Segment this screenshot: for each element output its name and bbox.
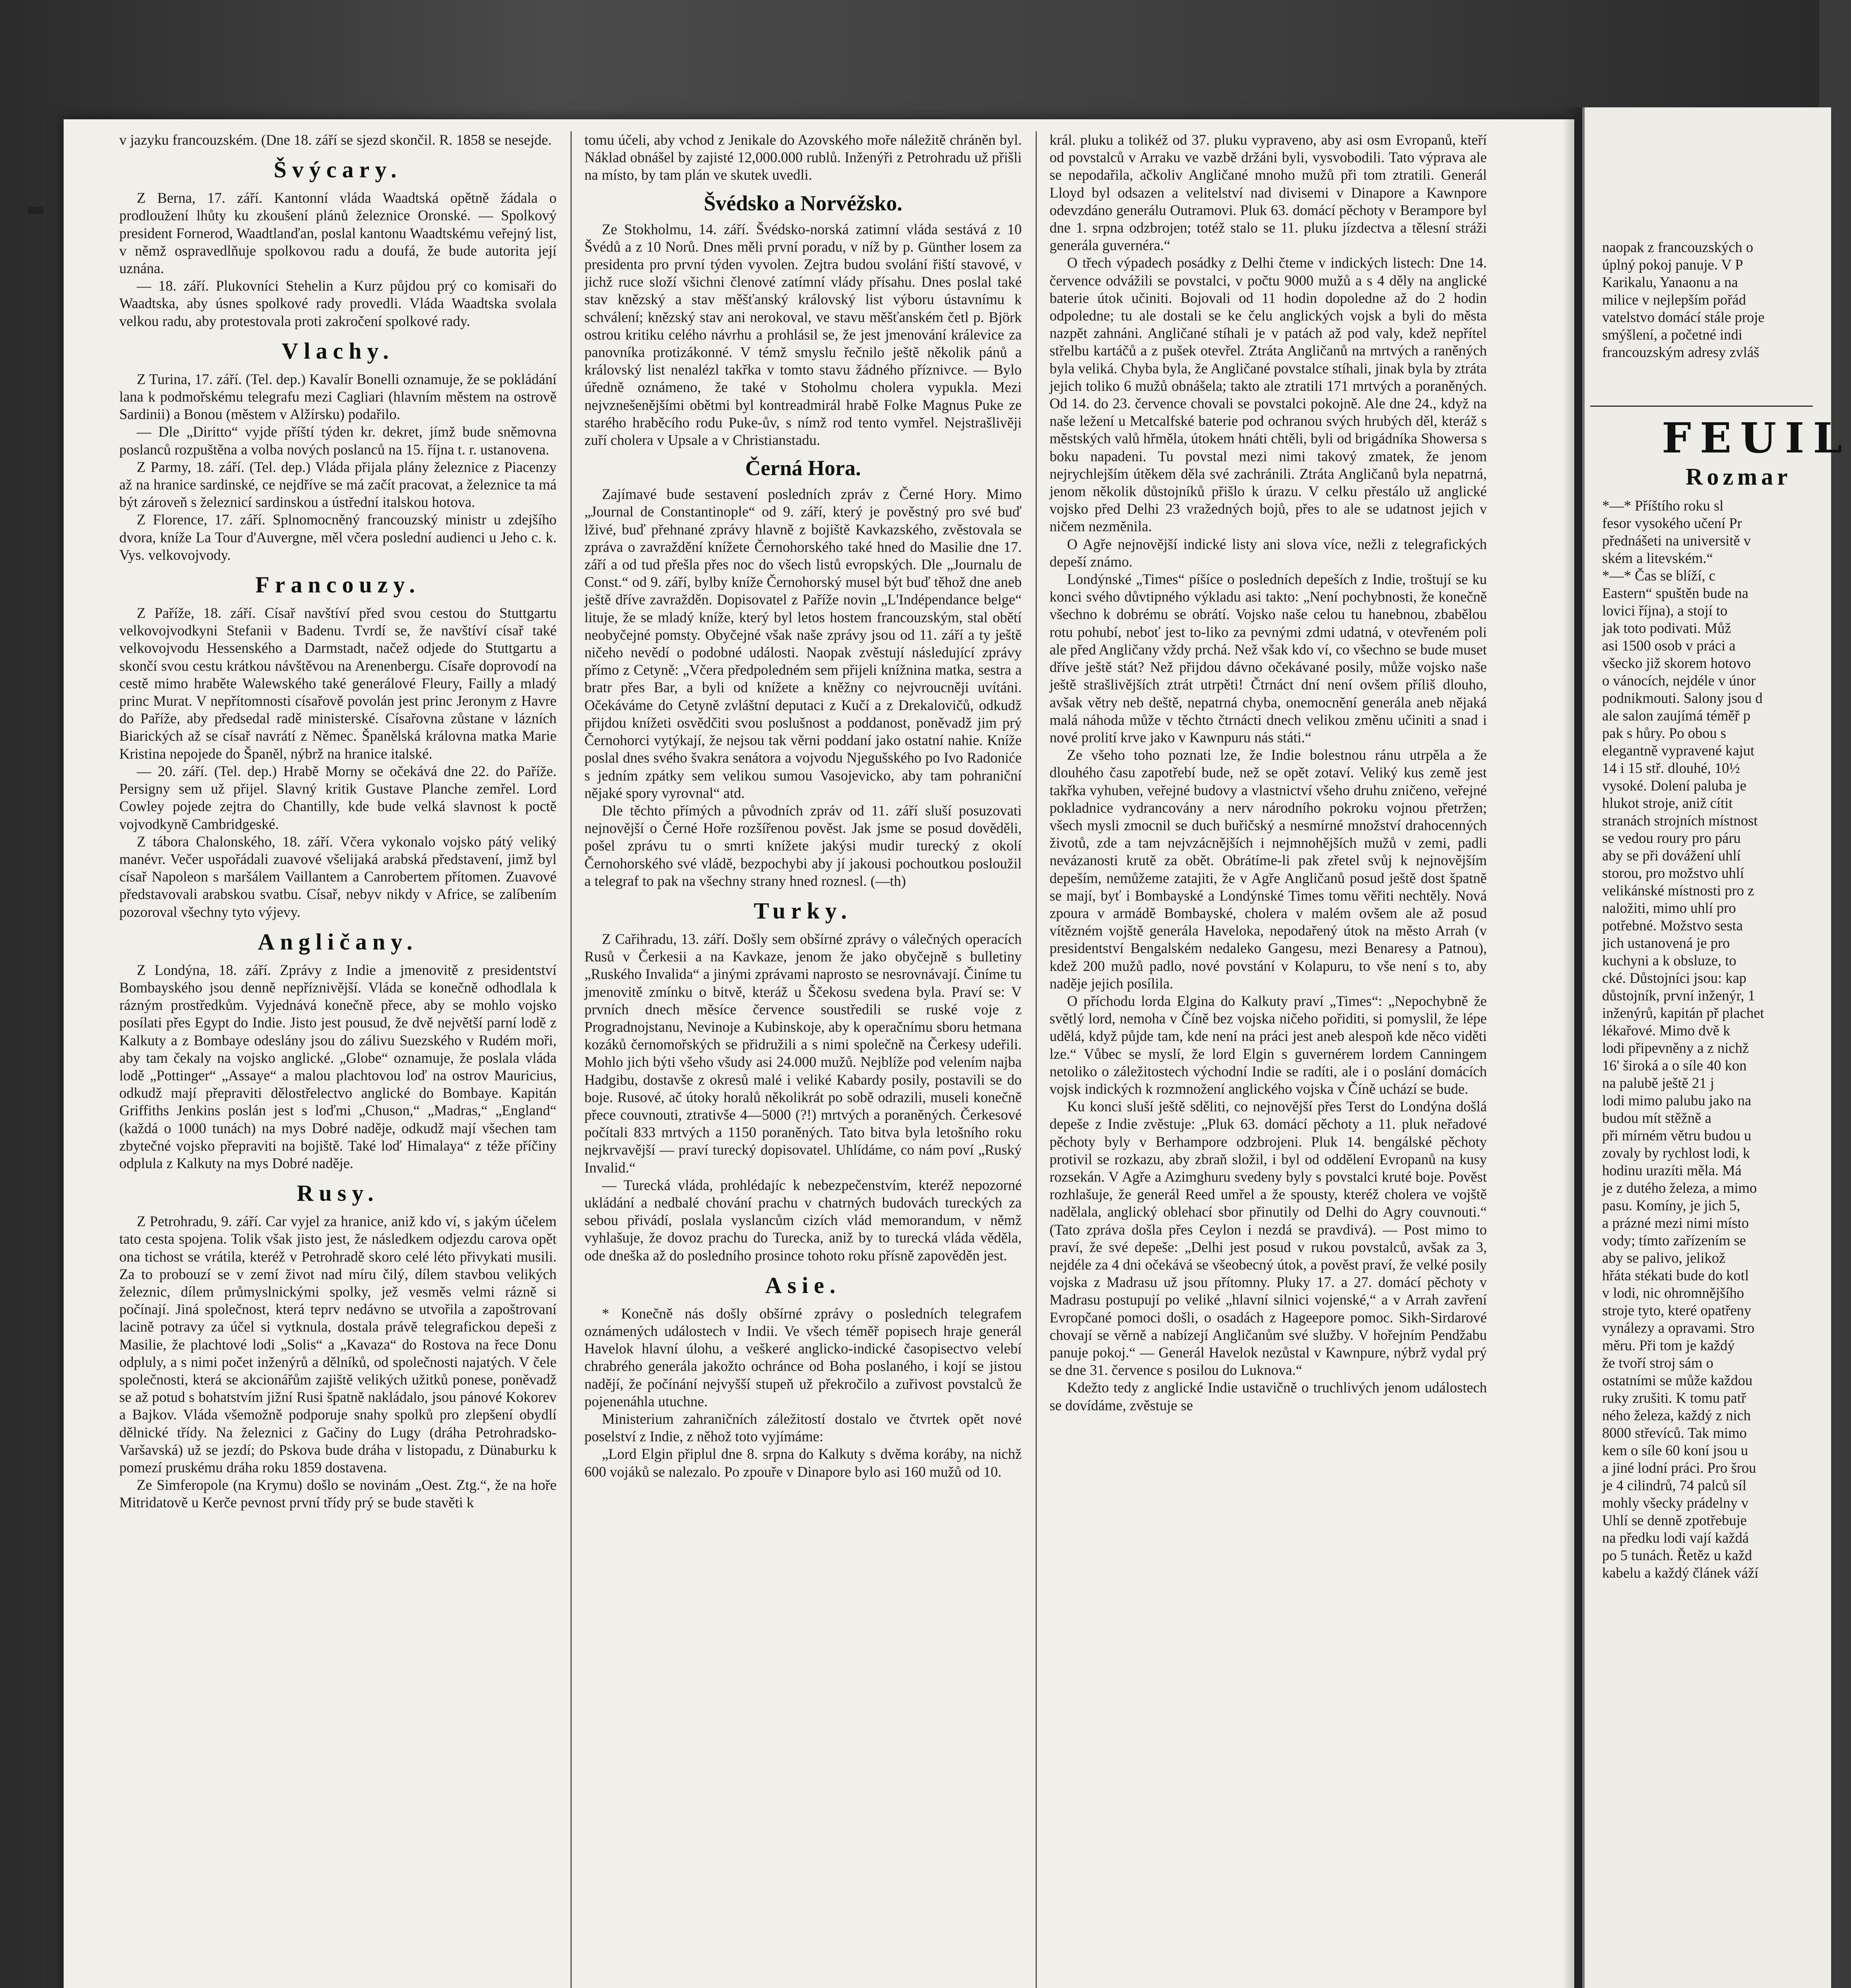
paragraph: Kdežto tedy z anglické Indie ustavičně o truchlivých jenom událostech se dovídáme, zvěstuje se bbox=[1050, 1379, 1487, 1413]
text-line: vatelstvo domácí stále proje bbox=[1602, 309, 1765, 325]
paragraph: Z Berna, 17. září. Kantonní vláda Waadtská opětně žádala o prodloužení lhůty ku zkoušení plánů železnice Oronské. — Spolkový president Fornerod, Waadtlanďan, poslal kantonu Waadtskému veřejný list, v němž ospravedlňuje spolkovou radu a doufá, že bude autorita její uznána. bbox=[119, 190, 557, 277]
section-heading-asie: Asie. bbox=[765, 1272, 841, 1298]
paragraph: O příchodu lorda Elgina do Kalkuty praví „Times“: „Nepochybně že světlý lord, nemoha v Číně bez vojska ničeho pořiditi, si pomyslil, že lépe udělá, když půjde tam, kde není na práci jest aneb alespoň kde něco viděti lze.“ Vůbec se myslí, že lord Elgin s guvernérem lordem Canningem netoliko o záležitostech východní Indie se radíti, ale i o poslání domácích vojsk indických k rozmnožení anglického vojska v Číně uchází se bude. bbox=[1050, 992, 1487, 1097]
text-line: Eastern“ spuštěn bude na bbox=[1602, 585, 1748, 601]
text-line: je 4 cilindrů, 74 palců síl bbox=[1602, 1477, 1746, 1493]
text-line: kem o síle 60 koní jsou u bbox=[1602, 1442, 1748, 1458]
paragraph: Z Petrohradu, 9. září. Car vyjel za hranice, aniž kdo ví, s jakým účelem tato cesta spojena. Tolik však jisto jest, že následkem odjezdu carova opět ona tichost se vrátila, kteréž v Petrohradě skoro celé léto přivykati musili. Za to probouzí se v zemí život nad míru čilý, dílem stavbou velikých železnic, dílem průmyslnickými spolky, jež vesměs velmi rázně si počínají. Jiná společnost, která teprv nedávno se utvořila a zapoštrovaní lacině potravy za účel si vytknula, dostala právě telegrafickou depeši z Masilie, že plachtové lodi „Solis“ a „Kavaza“ do Rostova na řece Donu odpluly, a s nimi počet inženýrů a dělníků, od společnosti najatých. V čele společnosti, která se akcionářům zajiště velikých užitků ponese, poněvadž se až potud s bohatstvím jižní Rusi špatně nakládalo, jsou pánové Kokorev a Bajkov. Vláda všemožně podporuje snahy spolků pro zlepšení obydlí dělnické třídy. Na železnici z Gačiny do Lugy (dráha Petrohradsko-Varšavská) už se jezdí; do Pskova bude dráha v listopadu, z Dünaburku k pomezí pruskému dráha roku 1859 dostavena. bbox=[119, 1213, 557, 1475]
text-line: zovaly by rychlost lodi, k bbox=[1602, 1145, 1750, 1161]
text-line: po 5 tunách. Řetěz u každ bbox=[1602, 1547, 1752, 1563]
margin-mark bbox=[28, 207, 44, 214]
text-line: na předku lodi vají každá bbox=[1602, 1530, 1749, 1546]
text-line: důstojník, první inženýr, 1 bbox=[1602, 987, 1755, 1004]
text-line: cké. Důstojníci jsou: kap bbox=[1602, 970, 1746, 986]
feuilleton-masthead: FEUIL bbox=[1662, 414, 1851, 462]
paragraph: „Lord Elgin připlul dne 8. srpna do Kalkuty s dvěma koráby, na nichž 600 vojáků se nalezalo. Po zpouře v Dinapore bylo asi 160 mužů od 10. bbox=[584, 1446, 1022, 1480]
text-line: francouzským adresy zvláš bbox=[1602, 344, 1760, 360]
text-line: kabelu a každý článek váží bbox=[1602, 1565, 1759, 1581]
text-line: že tvoří stroj sám o bbox=[1602, 1355, 1713, 1371]
text-line: asi 1500 osob v práci a bbox=[1602, 637, 1736, 654]
text-line: vody; tímto zařízením se bbox=[1602, 1232, 1746, 1248]
text-line: jak toto podivati. Můž bbox=[1602, 620, 1731, 636]
text-line: aby se při dovážení uhlí bbox=[1602, 847, 1741, 864]
right-page-feuilleton-text bbox=[1602, 497, 1825, 1582]
text-line: jich ustanovená je pro bbox=[1602, 935, 1730, 951]
text-line: Karikalu, Yanaonu a na bbox=[1602, 274, 1738, 290]
text-line: stranách strojních místnost bbox=[1602, 812, 1758, 829]
text-line: inženýrů, kapitán př plachet bbox=[1602, 1005, 1764, 1021]
section-heading-anglicany: Angličany. bbox=[258, 928, 418, 955]
text-line: ného železa, každý z nich bbox=[1602, 1407, 1751, 1423]
text-line: *—* Příštího roku sl bbox=[1602, 497, 1724, 514]
text-line: ostatními se může každou bbox=[1602, 1372, 1753, 1388]
text-line: na palubě ještě 21 j bbox=[1602, 1075, 1714, 1091]
paragraph: * Konečně nás došly obšírné zprávy o posledních telegrafem oznámených událostech v Indii. Ve všech téměř popisech hraje generál Havelok hlavní úlohu, a veškeré anglicko-indické časopisectvo velebí chrabrého generála jakožto ochránce od Boha poslaného, i kojí se jistou nadějí, že počínání nejvyšší stupeň už překročilo a zuřivost povstalců že pojenenáhla utuchne. bbox=[584, 1305, 1022, 1409]
text-line: ale salon zaujímá téměř p bbox=[1602, 707, 1750, 724]
article-column-1 bbox=[119, 131, 557, 1512]
text-line: a prázné mezi nimi místo bbox=[1602, 1215, 1749, 1231]
text-line: Uhlí se denně zpotřebuje bbox=[1602, 1512, 1747, 1528]
section-heading-vlachy: Vlachy. bbox=[281, 338, 394, 364]
text-line: ském a litevském.“ bbox=[1602, 550, 1713, 566]
text-line: velikánské místnosti pro z bbox=[1602, 882, 1754, 899]
text-line: naložiti, mimo uhlí pro bbox=[1602, 900, 1736, 916]
column-rule-1 bbox=[570, 131, 572, 1988]
text-line: stroje tyto, které opatřeny bbox=[1602, 1302, 1752, 1318]
text-line: přednášeti na universitě v bbox=[1602, 532, 1751, 549]
paragraph: Ministerium zahraničních záležitostí dostalo ve čtvrtek opět nové poselství z Indie, z něhož toto vyjímáme: bbox=[584, 1411, 1022, 1445]
text-line: a jiné lodní práci. Pro šrou bbox=[1602, 1460, 1756, 1476]
text-line: budou mít stěžně a bbox=[1602, 1110, 1711, 1126]
text-line: v lodi, nic ohromnějšího bbox=[1602, 1285, 1744, 1301]
section-heading-svedsko: Švédsko a Norvéžsko. bbox=[704, 191, 902, 215]
article-column-2 bbox=[584, 131, 1022, 1481]
text-line: lékařové. Mimo dvě k bbox=[1602, 1022, 1731, 1039]
paragraph: Ze Stokholmu, 14. září. Švédsko-norská zatimní vláda sestává z 10 Švédů a z 10 Norů. Dnes měli první poradu, v níž by p. Günther losem za presidenta pro první týden vyvolen. Zejtra budou svolání řiští stavové, v jichž ruce složí všichni členové zatímní vlády přísahu. Dnes poslal také stav knězský a stav měšťanský královský list výboru ústavnímu k schválení; knězský stav ani nerokoval, ve stavu měšťanském četl p. Björk ostrou kritiku celého návrhu a prohlásil se, že jest jmenování králevice za panovníka protizákonné. V témž smyslu řečnilo ještě několik pánů a královský list nenalézl takřka v tomto stavu žádného příznivce. — Bylo úředně oznámeno, že také v Stoholmu cholera vypukla. Mezi nejvznešenějšími obětmi byl kontreadmirál hrabě Folke Magnus Puke ze starého hraběcího rodu Puke-ův, s nímž rod tento vymřel. Nejstrašlivěji zuří cholera v Upsale a v Christianstadu. bbox=[584, 221, 1022, 448]
text-line: fesor vysokého učení Pr bbox=[1602, 515, 1742, 531]
text-line: storou, pro možstvo uhlí bbox=[1602, 865, 1744, 881]
paragraph: Zajímavé bude sestavení posledních zpráv z Černé Hory. Mimo „Journal de Constantinople“ od 9. září, který je pověstný pro své buď lživé, buď přehnané zprávy hlavně z bojiště Kavkazského, zvěstovala se zpráva o zavraždění knížete Černohorského také hned do Masilie dne 17. září a od tud přešla přes noc do všech listů evropských. Dle „Journalu de Const.“ od 9. září, bylby kníže Černohorský musel být buď těhož dne aneb ještě dříve zavražděn. Dopisovatel z Paříže novin „L'Indépendance belge“ lituje, že se mladý kníže, který byl letos hostem francouzským, stal obětí neobyčejné pomsty. Obyčejné však naše zprávy jsou od 11. září a ty ještě ničeho nevědí o podobné události. Naopak zvěstují následující zprávy přímo z Cetyně: „Včera předpoledném sem přijeli knížnina matka, sestra a bratr přes Bar, a byli od knížete a kněžny co nejvroucněji uvítáni. Očekáváme do Cetyně zvláštní deputaci z Kučí a z Drekalovičů, odkudž přijdou knížeti osvědčiti svou poslušnost a poddanost, poněvadž jim prý Černohorci vytýkají, že nejsou tak věrni poddaní jako ostatní nahie. Kníže poslal dnes svého švakra senátora a vojvodu Njegušského po Ivo Radoniće s jedním zpátky sem velikou sumou Vasojevicko, aby tam pohraniční nějaké spory vyrovnal“ atd. bbox=[584, 486, 1022, 801]
continuation-text: tomu účeli, aby vchod z Jenikale do Azovského moře náležitě chráněn byl. Náklad obnášel by zajisté 12,000.000 rublů. Inženýři z Petrohradu už přišli na místo, by tam plán ve skutek uvedli. bbox=[584, 132, 1022, 183]
text-line: vynálezy a opravami. Stro bbox=[1602, 1320, 1755, 1336]
text-line: *—* Čas se blíží, c bbox=[1602, 567, 1715, 584]
section-heading-rusy: Rusy. bbox=[297, 1180, 379, 1206]
text-line: při mírném větru budou u bbox=[1602, 1127, 1752, 1143]
text-line: je z dutého železa, a mimo bbox=[1602, 1180, 1757, 1196]
text-line: smýšlení, a početné indi bbox=[1602, 326, 1742, 343]
paragraph: Londýnské „Times“ píšíce o posledních depeších z Indie, troštují se ku konci svého důvtipného výkladu asi takto: „Není pochybnosti, že konečně všechno k dobrému se obrátí. Vojsko naše celou tu hanebnou, zbabělou rotu pohubí, neboť jest to-liko za pevnými zdmi udatná, v otevřeném poli ale před Angličany vždy prchá. Než však kdo ví, co všechno se bude muset dříve ještě stát? Než přijdou dávno očekávané posily, může vojsko naše ještě strašlivějších ztrát utrpěti! Čtrnáct dní není ovšem příliš dlouho, avšak větry neb deště, nepatrná chyba, onemocnění generála aneb nějaká malá náhoda může v těchto čtrnácti dnech velikou změnu učiniti a snad i nové prolití krve jako v Kawnpuru nás státi.“ bbox=[1050, 571, 1487, 746]
paragraph: Z Londýna, 18. září. Zprávy z Indie a jmenovitě z presidentství Bombayského jsou denně nepříznivější. Vláda se konečně odhodlala k rázným prostředkům. Vyjednává konečně přece, aby se mohlo vojsko posílati přes Egypt do Indie. Jisto jest pousud, že dvě největší parní lodě z Kalkuty a z Bombaye odeslány jsou do zálivu Suezského v Rudém moři, aby tam čekaly na vojsko anglické. „Globe“ oznamuje, že poslala vláda lodě „Pottinger“ „Assaye“ a malou plachtovou loď na ostrov Mauricius, odkudž mají přepraviti dělostřelectvo anglické do Bombaye. Kapitán Griffiths Jenkins poslán jest s loďmi „Chuson,“ „Madras,“ „England“ (každá o 1000 tunách) na mys Dobré naděje, odkudž mají všechen tam zbytečné vojsko přepraviti na bojiště. Také loď Himalaya“ z téže příčiny odplula z Kalkuty na mys Dobré naděje. bbox=[119, 961, 557, 1171]
paragraph: Z tábora Chalonského, 18. září. Včera vykonalo vojsko pátý veliký manévr. Večer uspořádali zuavové všelijaká arabská představení, jimž byl císař Napoleon s maršálem Vaillantem a Canrobertem přítomen. Zuavové představovali arabskou svatbu. Císař, nebyv nikdy v Africe, se zalíbením pozoroval všechny tyto výjevy. bbox=[119, 833, 557, 920]
paragraph: — Turecká vláda, prohlédajíc k nebezpečenstvím, kteréž nepozorné ukládání a nedbalé chování prachu v chatrných budovách tureckých za sebou přivádí, poslala vyslancům cizích vlád memorandum, v němž vyhlašuje, že dovoz prachu do Turecka, aniž by to turecká vláda věděla, ode dneška až do posledního prosince tohoto roku přísně zapověděn jest. bbox=[584, 1176, 1022, 1264]
paragraph: — 20. září. (Tel. dep.) Hrabě Morny se očekává dne 22. do Paříže. Persigny sem už přijel. Slavný kritik Gustave Planche zemřel. Lord Cowley pojede zejtra do Chantilly, kde bude velká slavnost k poctě vojvodkyně Cambridgeské. bbox=[119, 763, 557, 832]
paragraph: Z Paříže, 18. září. Císař navštíví před svou cestou do Stuttgartu velkovojvodkyni Stefanii v Badenu. Tvrdí se, že navštíví císař také velkovojvodu Hessenského a Darmstadt, načež odjede do Stuttgartu a skončí svou cestu krátkou návštěvou na Arenenbergu. Císaře doprovodí na cestě mimo hraběte Walewského také generálové Fleury, Failly a mladý princ Murat. V nepřítomnosti císařově povolán jest princ Jeronym z Havre do Paříže, aby předsedal radě ministerské. Císařovna zůstane v lázních Biarických až se císař navrátí z Němec. Španělská královna matka Marie Kristina nepojede do Španěl, nýbrž na hranice italské. bbox=[119, 605, 557, 762]
text-line: hodinu urazíti měla. Má bbox=[1602, 1162, 1742, 1178]
section-heading-turky: Turky. bbox=[754, 897, 852, 924]
paragraph: O třech výpadech posádky z Delhi čteme v indických listech: Dne 14. července odvážili se povstalci, v počtu 9000 mužů a s 4 děly na anglické baterie útok učiniti. Bojovali od 11 hodin dopoledne až do 2 hodin odpoledne; tu ale dostali se ke čelu anglických vojsk a byli do města nazpět zahnáni. Angličané stíhali je v patách až pod valy, kdež nepřítel střelbu kartáčů a z pušek otevřel. Ztráta Angličanů na mrtvých a raněných byla veliká. Chyba byla, že Angličané povstalce stíhali, jinak byla by ztráta jejich toliko 6 mužů obnášela; takto ale ztratili 171 mrtvých a poraněných. Od 14. do 23. července chovali se povstalci pokojně. Ale dne 24., když na naše ležení u Metcalfské baterie pod ochranou svých hrubých děl, kteráž s městských valů hřměla, útokem hnáti chtěli, byli od brigádníka Showersa s boku napadeni. Tu povstal mezi nimi takový zmatek, že jenom nejrychlejším útěkem děla své zachránili. Ztráta Angličanů byla nepatrná, jenom několik důstojníků přišlo k úrazu. V celku přestálo už anglické vojsko před Delhi 23 vražedných bojů, přes to ale se udatnost jejich v ničem nezměnila. bbox=[1050, 254, 1487, 535]
paragraph: Z Florence, 17. září. Splnomocněný francouzský ministr u zdejšího dvora, kníže La Tour d'Auvergne, měl včera poslední audienci u Jeho c. k. Vys. velkovojvody. bbox=[119, 511, 557, 563]
text-line: aby se palivo, jelikož bbox=[1602, 1250, 1726, 1266]
text-line: se vedou roury pro páru bbox=[1602, 830, 1741, 846]
text-line: hlukot stroje, aniž cítit bbox=[1602, 795, 1733, 811]
text-line: kuchyni a k obsluze, to bbox=[1602, 952, 1737, 969]
text-line: milice v nejlepším pořád bbox=[1602, 291, 1746, 308]
text-line: o vánocích, nejdéle v únor bbox=[1602, 672, 1756, 689]
paragraph: Ku konci sluší ještě sděliti, co nejnovější přes Terst do Londýna došlá depeše z Indie zvěstuje: „Pluk 63. domácí pěchoty a 11. pluk neřadové pěchoty byly v Berhampore odzbrojeni. Pluk 14. bengálské pěchoty protivil se rozkazu, aby zbraň složil, i byl od oddělení Evropanů na kusy rozsekán. V Agře a Azimghuru svedeny byly s povstalci kruté boje. Pověst rozhlašuje, že generál Reed umřel a že spousty, kteréž cholera ve vojště nadělala, anglický oblehací sbor přinutily od Delhi do Agry couvnouti.“ (Tato zpráva došla přes Ceylon i nezdá se pravdivá). — Post mimo to praví, že své depeše: „Delhi jest posud v rukou povstalců, avšak za 3, nejdéle za 4 dni očekává se všeobecný útok, a pověst praví, že velké posily vojska z Madrasu už jsou přítomny. Pluky 17. a 27. domácí pěchoty v Madrasu postupují po veliké „hlavní silnici vojenské,“ a v Arrah zavření Evropčané pomoci došli, o osadách z Hageepore pomoc. Sikh-Sirdarové chovají se věrně a nabízejí Angličanům své služby. V hořejním Pendžabu panuje pokoj.“ — Generál Havelok nezůstal v Kawnpure, nýbrž vydal prý se dne 31. července s posilou do Luknova.“ bbox=[1050, 1098, 1487, 1378]
section-heading-svycary: Švýcary. bbox=[274, 157, 402, 183]
article-column-3 bbox=[1050, 131, 1487, 1414]
intro-text: v jazyku francouzském. (Dne 18. září se sjezd skončil. R. 1858 se nesejde. bbox=[119, 132, 552, 148]
masthead-rule-top bbox=[1590, 406, 1813, 407]
paragraph: král. pluku a tolikéž od 37. pluku vypraveno, aby asi osm Evropanů, kteří od povstalců v Arraku ve vazbě držáni byli, vysvobodili. Tato výprava ale se nepodařila, ačkoliv Angličané mnoho mužů při tom ztratili. Generál Lloyd byl odsazen a velitelství nad divisemi v Dinapore a Kawnpore odevzdáno generálu Outramovi. Pluk 63. domácí pěchoty v Berampore byl dne 1. srpna odzbrojen; totéž stalo se 11. pluku jízdectva a tělesní stráži generála guvernéra.“ bbox=[1050, 132, 1487, 254]
paragraph: — 18. září. Plukovníci Stehelin a Kurz půjdou prý co komisaři do Waadtska, aby úsnes spolkové rady provedli. Vláda Waadtska svolala velkou radu, aby protestovala proti zakročení spolkové rady. bbox=[119, 278, 557, 329]
text-line: naopak z francouzských o bbox=[1602, 239, 1754, 255]
text-line: úplný pokoj panuje. V P bbox=[1602, 256, 1743, 273]
paragraph: Z Turina, 17. září. (Tel. dep.) Kavalír Bonelli oznamuje, že se pokládání lana k podmořskému telegrafu mezi Cagliari (hlavním městem na ostrově Sardinii) a Bonou (městem v Alžírsku) podařilo. bbox=[119, 371, 557, 423]
text-line: 16' široká a o síle 40 kon bbox=[1602, 1057, 1747, 1074]
text-line: potřebné. Možstvo sesta bbox=[1602, 917, 1743, 934]
text-line: podnikmouti. Salony jsou d bbox=[1602, 690, 1763, 706]
text-line: 8000 střevíců. Tak mimo bbox=[1602, 1425, 1747, 1441]
text-line: lodi mimo palubu jako na bbox=[1602, 1092, 1752, 1109]
text-line: pak s hůry. Po obou s bbox=[1602, 725, 1726, 741]
column-rule-2 bbox=[1036, 131, 1037, 1988]
text-line: elegantně vypravené kajut bbox=[1602, 742, 1755, 759]
paragraph: Z Parmy, 18. září. (Tel. dep.) Vláda přijala plány železnice z Piacenzy až na hranice sardinské, ce nejdříve se má začít pracovat, a železnice ta má být zároveň s železnicí sardinskou a ústřední italskou hotova. bbox=[119, 458, 557, 511]
text-line: vysoké. Dolení paluba je bbox=[1602, 777, 1746, 794]
section-heading-cerna-hora: Černá Hora. bbox=[745, 456, 861, 480]
paragraph: Ze Simferopole (na Krymu) došlo se novinám „Oest. Ztg.“, že na hoře Mitridatově u Kerče pevnost první třídy prý se bude stavěti k bbox=[119, 1477, 557, 1511]
paragraph: — Dle „Diritto“ vyjde příští týden kr. dekret, jímž bude sněmovna poslanců rozpuštěna a volba nových poslanců na 15. října t. r. ustanovena. bbox=[119, 423, 557, 458]
text-line: všecko již skorem hotovo bbox=[1602, 655, 1751, 671]
text-line: ruky zrušiti. K tomu patř bbox=[1602, 1390, 1746, 1406]
paragraph: Dle těchto přímých a původních zpráv od 11. září sluší posuzovati nejnovější o Černé Hoře rozšířenou pověst. Jak jsme se posud dověděli, pošel zprávu tu o smrti knížete jakýsi mudir turecký z okolí Černohorského své vládě, bezpochybi aby jí jakousi pochoutkou posloužil a telegraf to pak na všechny strany hned roznesl. (—th) bbox=[584, 802, 1022, 889]
paragraph: Ze všeho toho poznati lze, že Indie bolestnou ránu utrpěla a že dlouhého času zapotřebí bude, než se opět zotaví. Veliký kus země jest takřka vyhuben, veřejné budovy a vlastnictví všeho druhu zničeno, veřejné pokladnice vydrancovány a nerv národního pokroku vojnou přetržen; všech mysli zmocnil se duch buřičský a nesmírné množství drahocenných životů, zde a tam nejvzácnějších i nejmnohějších mužů v zemi, padli nevázanosti krutě za obět. Obrátíme-li pak zřetel svůj k nejnovějším depeším, nemůžeme zatajiti, že v Agře Angličanů posud ještě dost špatně se mají, byť i Bombayské a Londýnské Times tomu věřiti nechtěly. Nová zpoura v armádě Bombayské, cholera v malém ovšem ale až posud vítězném vojště generála Havelokа, nepodařený útok na město Arrah (v presidentství Bengalském nedaleko Gangesu, mezi Benaresy a Patnou), kdež 200 mužů padlo, nové povstání v Kolapuru, to vše není s to, aby naděje jejich posílila. bbox=[1050, 747, 1487, 992]
section-heading-francouzy: Francouzy. bbox=[255, 572, 421, 598]
text-line: mohly všecky prádelny v bbox=[1602, 1495, 1748, 1511]
text-line: měru. Při tom je každý bbox=[1602, 1337, 1735, 1353]
text-line: hřáta stékati bude do kotl bbox=[1602, 1267, 1749, 1283]
paragraph: O Agře nejnovější indické listy ani slova více, nežli z telegrafických depeší známo. bbox=[1050, 536, 1487, 570]
feuilleton-subhead: Rozmar bbox=[1686, 464, 1792, 490]
right-page-top-text bbox=[1602, 239, 1825, 361]
text-line: 14 i 15 stř. dlouhé, 10½ bbox=[1602, 760, 1740, 776]
text-line: lovici října), a stojí to bbox=[1602, 602, 1728, 619]
paragraph: Z Cařihradu, 13. září. Došly sem obšírné zprávy o válečných operacích Rusů v Čerkesii a na Kavkaze, jenom že jako obyčejně s bulletiny „Ruského Invalida“ a jinými zprávami naprosto se nesrovnávají. Činíme tu jmenovitě zmínku o bitvě, kteráž u Ščekosu svedena byla. Praví se: V prvních dnech měsíce července soustředili se ruské voje z Progradnojstanu, Nevinoje a Kubinskoje, aby k operačnímu sboru hetmana kozáků černomořských se přidružili a s nimi společně na Čerkesy udeřili. Mohlo jich býti všeho všudy asi 24.000 mužů. Nejblíže pod velením najba Hadgibu, dostavše z okresů malé i veliké Kabardy posily, postavili se do boje. Rusové, ač útoky horalů několikrát po sobě odrazili, museli konečně přece couvnouti, ztrativše 4—5000 (?!) mrtvých a poraněných. Čerkesové počítali 833 mrtvých a 1150 poraněných. Tato bitva byla letošního roku nejkrvavější — praví turecký dopisovatel. Uhlídáme, co nám poví „Ruský Invalid.“ bbox=[584, 930, 1022, 1176]
text-line: lodi připevněny a z nichž bbox=[1602, 1040, 1749, 1056]
text-line: pasu. Komíny, je jich 5, bbox=[1602, 1197, 1740, 1213]
